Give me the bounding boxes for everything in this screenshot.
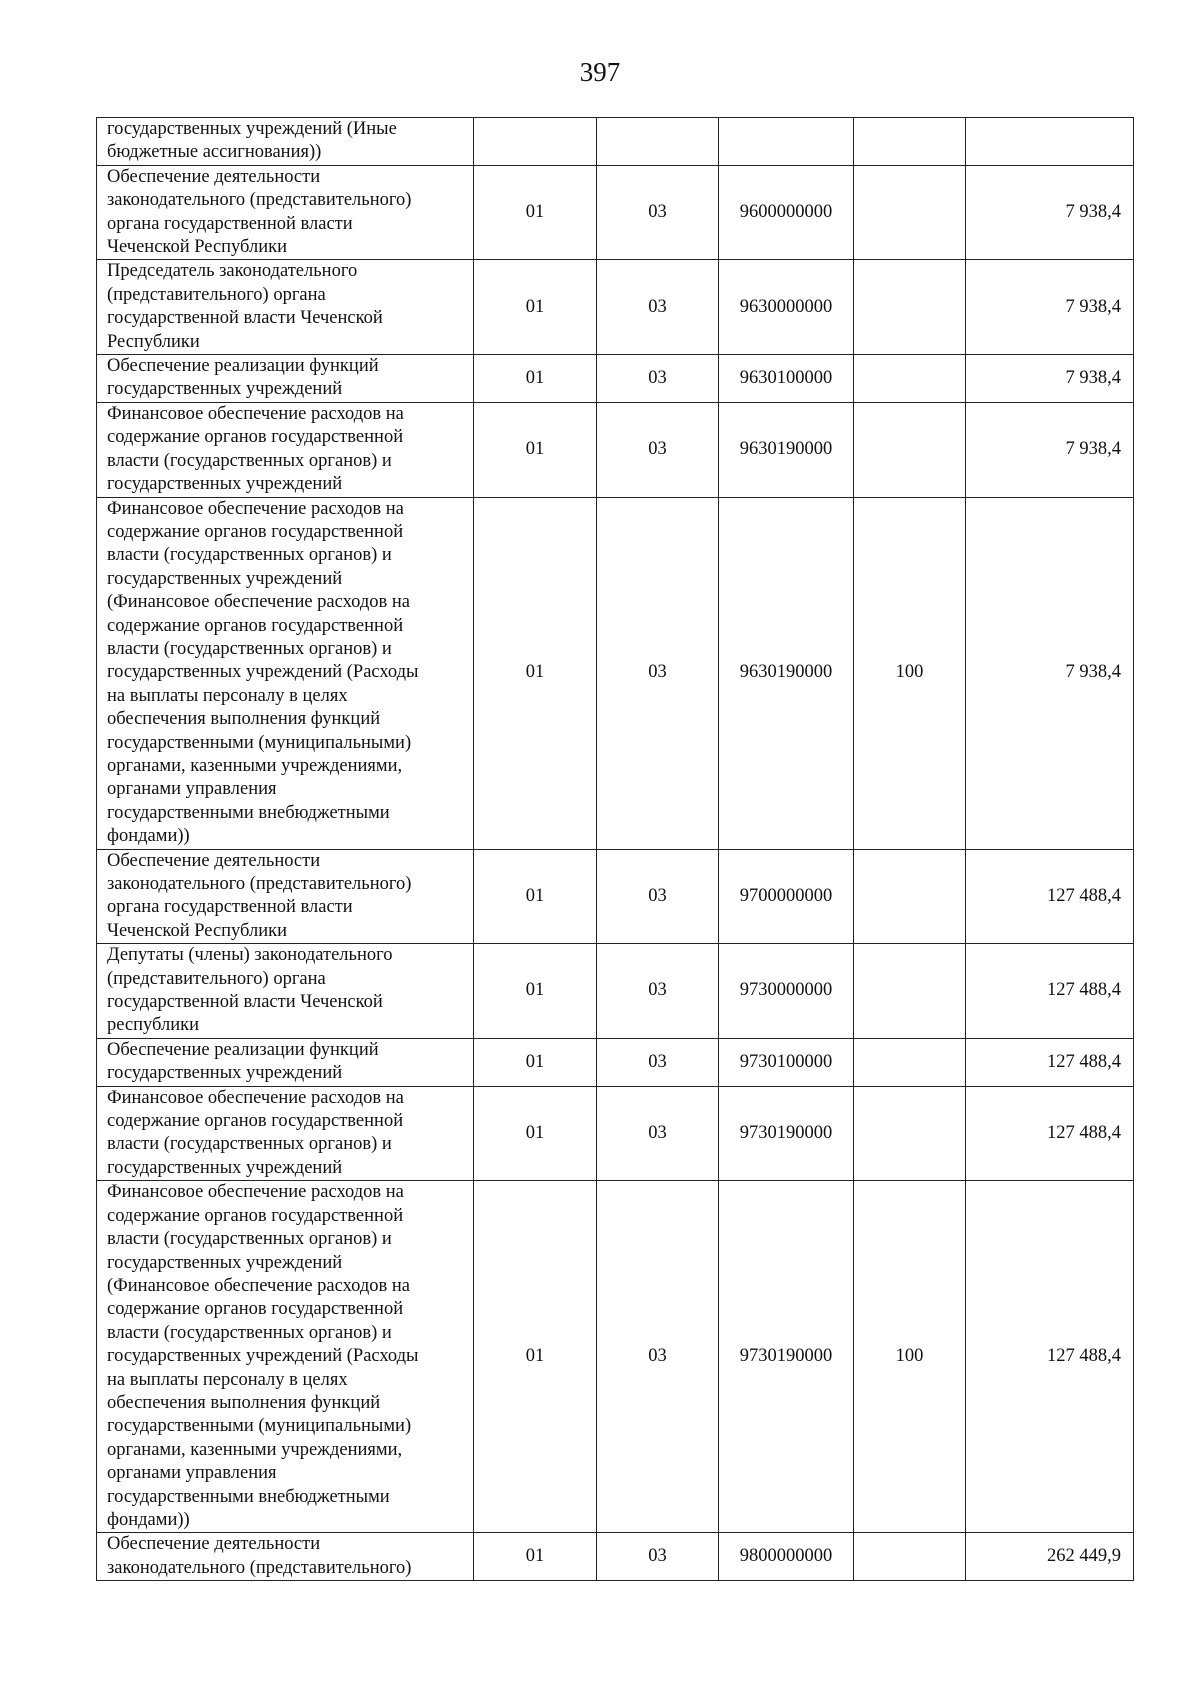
row-expense-type-cell [854, 1086, 966, 1181]
row-section-cell: 01 [474, 165, 597, 260]
row-name-line: Финансовое обеспечение расходов на [107, 498, 404, 519]
row-target-cell: 9730000000 [719, 944, 854, 1039]
row-name-line: содержание органов государственной [107, 1111, 404, 1132]
row-subsection-cell [597, 118, 719, 166]
row-name-line: законодательного (представительного) [107, 874, 412, 894]
row-name-line: законодательного (представительного) [107, 1557, 412, 1578]
row-name-line: государственной власти Чеченской [107, 308, 383, 329]
row-name-cell [97, 355, 474, 403]
row-name-cell [97, 1086, 474, 1181]
row-name-line: власти (государственных органов) и [107, 450, 392, 471]
row-name-line: содержание органов государственной [107, 521, 404, 542]
row-name-line: государственными (муниципальными) [107, 1416, 412, 1437]
row-expense-type-cell [854, 118, 966, 166]
row-amount-cell: 7 938,4 [966, 497, 1134, 849]
row-name-line: власти (государственных органов) и [107, 638, 392, 659]
row-section-cell: 01 [474, 849, 597, 944]
row-subsection-cell: 03 [597, 497, 719, 849]
row-subsection-cell: 03 [597, 849, 719, 944]
row-name-cell [97, 497, 474, 849]
row-name-line: государственных учреждений (Расходы [107, 1346, 419, 1367]
budget-table [96, 117, 1134, 1581]
row-subsection-cell: 03 [597, 1533, 719, 1581]
row-name-line: фондами)) [107, 1509, 190, 1530]
row-target-cell: 9730190000 [719, 1181, 854, 1533]
row-amount-cell: 262 449,9 [966, 1533, 1134, 1581]
row-expense-type-cell: 100 [854, 497, 966, 849]
row-amount-cell: 7 938,4 [966, 402, 1134, 497]
row-name-line: (представительного) органа [107, 968, 326, 989]
row-subsection-cell: 03 [597, 402, 719, 497]
row-name-line: органа государственной власти [107, 897, 353, 918]
row-name-cell [97, 402, 474, 497]
row-expense-type-cell [854, 260, 966, 355]
row-name-line: органами, казенными учреждениями, [107, 755, 403, 776]
row-target-cell: 9730190000 [719, 1086, 854, 1181]
row-amount-cell: 127 488,4 [966, 1038, 1134, 1086]
row-section-cell: 01 [474, 497, 597, 849]
row-name-line: государственной власти Чеченской [107, 992, 383, 1013]
row-name-line: Депутаты (члены) законодательного [107, 945, 393, 966]
row-name-line: на выплаты персоналу в целях [107, 685, 348, 706]
row-section-cell: 01 [474, 355, 597, 403]
row-subsection-cell: 03 [597, 944, 719, 1039]
page-number: 397 [579, 57, 621, 87]
row-subsection-cell: 03 [597, 355, 719, 403]
row-target-cell: 9630100000 [719, 355, 854, 403]
row-subsection-cell: 03 [597, 1086, 719, 1181]
table-row [97, 260, 1134, 355]
row-amount-cell: 7 938,4 [966, 165, 1134, 260]
row-expense-type-cell [854, 849, 966, 944]
row-amount-cell: 127 488,4 [966, 849, 1134, 944]
row-name-line: государственных учреждений [107, 1063, 343, 1084]
row-target-cell: 9600000000 [719, 165, 854, 260]
row-section-cell [474, 118, 597, 166]
row-expense-type-cell [854, 1038, 966, 1086]
row-subsection-cell: 03 [597, 165, 719, 260]
row-amount-cell: 127 488,4 [966, 1181, 1134, 1533]
row-expense-type-cell: 100 [854, 1181, 966, 1533]
row-name-line: государственных учреждений [107, 379, 343, 400]
table-row [97, 165, 1134, 260]
row-name-line: содержание органов государственной [107, 427, 404, 448]
row-section-cell: 01 [474, 402, 597, 497]
row-section-cell: 01 [474, 260, 597, 355]
row-name-line: государственными внебюджетными [107, 802, 390, 823]
row-name-line: органа государственной власти [107, 213, 353, 234]
table-row [97, 355, 1134, 403]
row-name-line: власти (государственных органов) и [107, 1322, 392, 1343]
row-name-line: содержание органов государственной [107, 1299, 404, 1320]
row-name-line: власти (государственных органов) и [107, 1229, 392, 1250]
row-name-line: законодательного (представительного) [107, 190, 412, 211]
row-name-cell [97, 165, 474, 260]
row-name-cell [97, 1181, 474, 1533]
table-row [97, 1181, 1134, 1533]
row-name-line: республики [107, 1015, 200, 1036]
row-name-line: Финансовое обеспечение расходов на [107, 403, 404, 424]
row-name-line: власти (государственных органов) и [107, 1134, 392, 1155]
table-row [97, 497, 1134, 849]
row-name-line: государственных учреждений [107, 568, 343, 589]
row-name-line: Республики [107, 331, 200, 352]
row-name-line: государственными внебюджетными [107, 1486, 390, 1507]
row-amount-cell: 7 938,4 [966, 355, 1134, 403]
row-name-cell [97, 1533, 474, 1581]
row-name-line: обеспечения выполнения функций [107, 709, 381, 730]
row-name-line: Финансовое обеспечение расходов на [107, 1182, 404, 1203]
row-amount-cell [966, 118, 1134, 166]
budget-table-body [97, 118, 1134, 1581]
table-row [97, 1533, 1134, 1581]
row-target-cell: 9630190000 [719, 497, 854, 849]
row-target-cell: 9800000000 [719, 1533, 854, 1581]
row-name-cell [97, 944, 474, 1039]
row-expense-type-cell [854, 1533, 966, 1581]
row-name-line: (Финансовое обеспечение расходов на [107, 592, 411, 613]
row-name-line: Председатель законодательного [107, 261, 358, 282]
row-amount-cell: 127 488,4 [966, 1086, 1134, 1181]
row-section-cell: 01 [474, 1086, 597, 1181]
row-target-cell: 9700000000 [719, 849, 854, 944]
row-name-line: Чеченской Республики [107, 920, 288, 941]
row-name-line: органами управления [107, 779, 277, 800]
table-row [97, 1038, 1134, 1086]
row-target-cell: 9730100000 [719, 1038, 854, 1086]
row-name-line: на выплаты персоналу в целях [107, 1369, 348, 1390]
row-name-line: Финансовое обеспечение расходов на [107, 1087, 404, 1108]
row-name-line: государственных учреждений [107, 474, 343, 495]
row-name-cell [97, 118, 474, 166]
row-name-cell [97, 849, 474, 944]
table-row [97, 402, 1134, 497]
row-name-line: государственных учреждений (Иные [107, 119, 397, 139]
table-row [97, 944, 1134, 1039]
row-subsection-cell: 03 [597, 1038, 719, 1086]
row-name-line: бюджетные ассигнования)) [107, 142, 322, 163]
row-target-cell: 9630190000 [719, 402, 854, 497]
table-row [97, 1086, 1134, 1181]
table-row [97, 118, 1134, 166]
row-name-line: фондами)) [107, 826, 190, 847]
row-name-line: (представительного) органа [107, 284, 326, 305]
row-amount-cell: 127 488,4 [966, 944, 1134, 1039]
row-name-line: Чеченской Республики [107, 237, 288, 258]
row-expense-type-cell [854, 165, 966, 260]
row-expense-type-cell [854, 355, 966, 403]
row-name-line: органами управления [107, 1463, 277, 1484]
row-expense-type-cell [854, 944, 966, 1039]
row-name-line: обеспечения выполнения функций [107, 1392, 381, 1413]
row-name-line: Обеспечение реализации функций [107, 1039, 379, 1060]
row-name-line: Обеспечение деятельности [107, 166, 321, 187]
row-expense-type-cell [854, 402, 966, 497]
row-section-cell: 01 [474, 944, 597, 1039]
row-name-line: государственными (муниципальными) [107, 732, 412, 753]
row-name-line: государственных учреждений (Расходы [107, 662, 419, 683]
row-name-line: Обеспечение деятельности [107, 850, 321, 871]
row-name-line: государственных учреждений [107, 1157, 343, 1178]
row-section-cell: 01 [474, 1038, 597, 1086]
row-amount-cell: 7 938,4 [966, 260, 1134, 355]
row-name-line: содержание органов государственной [107, 615, 404, 636]
row-name-line: государственных учреждений [107, 1252, 343, 1273]
row-target-cell: 9630000000 [719, 260, 854, 355]
row-subsection-cell: 03 [597, 260, 719, 355]
table-row [97, 849, 1134, 944]
row-section-cell: 01 [474, 1181, 597, 1533]
row-subsection-cell: 03 [597, 1181, 719, 1533]
row-name-line: (Финансовое обеспечение расходов на [107, 1275, 411, 1296]
row-name-line: Обеспечение реализации функций [107, 356, 379, 377]
row-name-line: власти (государственных органов) и [107, 545, 392, 566]
row-name-line: содержание органов государственной [107, 1205, 404, 1226]
row-name-line: органами, казенными учреждениями, [107, 1439, 403, 1460]
row-name-cell [97, 1038, 474, 1086]
row-name-cell [97, 260, 474, 355]
row-name-line: Обеспечение деятельности [107, 1534, 321, 1555]
row-target-cell [719, 118, 854, 166]
row-section-cell: 01 [474, 1533, 597, 1581]
